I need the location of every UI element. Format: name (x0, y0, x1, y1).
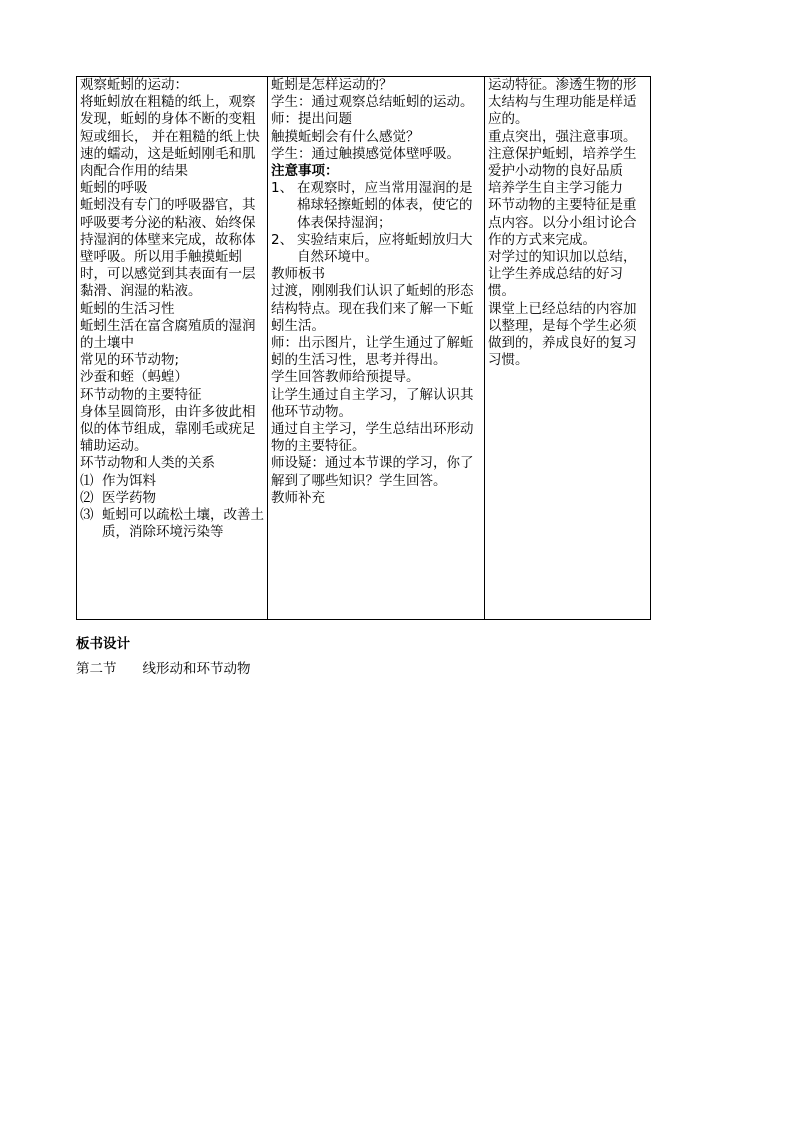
text-line: 课堂上已经总结的内容加以整理，是每个学生必须做到的，养成良好的复习习惯。 (488, 300, 637, 369)
text-line: 环节动物的主要特征 (80, 386, 202, 403)
list-number: ⑶ (80, 507, 94, 524)
text-line: 常见的环节动物; (80, 352, 180, 369)
text-line: 学生：通过触摸感觉体壁呼吸。 (271, 145, 460, 162)
list-item (271, 232, 481, 266)
text-line: 观察蚯蚓的运动： (80, 77, 188, 93)
text-line: 蚯蚓的呼吸 (80, 180, 148, 197)
text-line: 学生回答教师给预提导。 (271, 369, 420, 386)
board-design-heading: 板书设计 (76, 636, 130, 652)
list-text: 蚯蚓可以疏松土壤，改善土质，消除环境污染等 (102, 507, 264, 541)
notes-heading: 注意事项： (271, 163, 339, 180)
section-name: 线形动和环节动物 (142, 661, 251, 677)
list-text: 实验结束后，应将蚯蚓放归大自然环境中。 (297, 231, 473, 266)
lesson-table (76, 76, 651, 620)
text-line: 蚯蚓是怎样运动的？ (271, 77, 393, 93)
text-line: 过渡，刚刚我们认识了蚯蚓的形态结构特点。现在我们来了解一下蚯蚓生活。 (271, 283, 474, 334)
text-line: 触摸蚯蚓会有什么感觉？ (271, 128, 420, 145)
section-number: 第二节 (76, 661, 117, 677)
content-column (77, 77, 268, 619)
text-line: 环节动物和人类的关系 (80, 455, 215, 472)
list-item (80, 507, 264, 541)
board-design-title (76, 657, 251, 677)
text-line: 培养学生自主学习能力 (488, 180, 623, 197)
list-number: ⑴ (80, 472, 94, 489)
list-number: 2、 (271, 231, 294, 248)
list-number: ⑵ (80, 489, 94, 506)
text-line: 蚯蚓生活在富含腐殖质的湿润的土壤中 (80, 317, 256, 352)
text-line: 师：提出问题 (271, 111, 352, 128)
text-line: 教师板书 (271, 266, 325, 283)
text-line: 身体呈圆筒形，由许多彼此相似的体节组成，靠刚毛或疣足辅助运动。 (80, 403, 256, 455)
list-text: 作为饵料 (102, 472, 156, 489)
activity-column (268, 77, 485, 619)
list-item (80, 490, 264, 507)
list-item (271, 180, 481, 232)
text-line: 通过自主学习，学生总结出环形动物的主要特征。 (271, 421, 474, 455)
list-text: 医学药物 (102, 489, 156, 506)
text-line: 蚯蚓的生活习性 (80, 300, 175, 317)
text-line: 蚯蚓没有专门的呼吸器官，其呼吸要考分泌的粘液、始终保持湿润的体壁来完成，故称体壁呼吸。所以用手触摸蚯蚓时，可以感觉到其表面有一层黏滑、润湿的粘液。 (80, 197, 256, 300)
text-line: 学生：通过观察总结蚯蚓的运动。 (271, 94, 474, 111)
text-line: 教师补充 (271, 489, 325, 506)
text-line: 环节动物的主要特征是重点内容。以分小组讨论合作的方式来完成。 (488, 197, 637, 248)
text-line: 运动特征。渗透生物的形太结构与生理功能是样适应的。 (488, 77, 637, 128)
text-line: 沙蚕和蛭（蚂蝗） (80, 369, 188, 386)
text-line: 将蚯蚓放在粗糙的纸上，观察发现，蚯蚓的身体不断的变粗短或细长， 并在粗糙的纸上快速的蠕动，这是蚯蚓刚毛和肌肉配合作用的结果 (80, 94, 260, 180)
text-line: 对学过的知识加以总结，让学生养成总结的好习惯。 (488, 249, 637, 300)
text-line: 师设疑：通过本节课的学习，你了解到了哪些知识？学生回答。 (271, 455, 474, 489)
intent-column (485, 77, 650, 619)
text-line: 师：出示图片，让学生通过了解蚯蚓的生活习性，思考并得出。 (271, 335, 474, 369)
list-item (80, 473, 264, 490)
text-line: 让学生通过自主学习，了解认识其他环节动物。 (271, 386, 474, 420)
list-number: 1、 (271, 180, 294, 197)
text-line: 重点突出，强注意事项。注意保护蚯蚓，培养学生爱护小动物的良好品质 (488, 128, 637, 180)
list-text: 在观察时，应当常用湿润的是棉球轻擦蚯蚓的体表，使它的体表保持湿润； (297, 180, 473, 231)
